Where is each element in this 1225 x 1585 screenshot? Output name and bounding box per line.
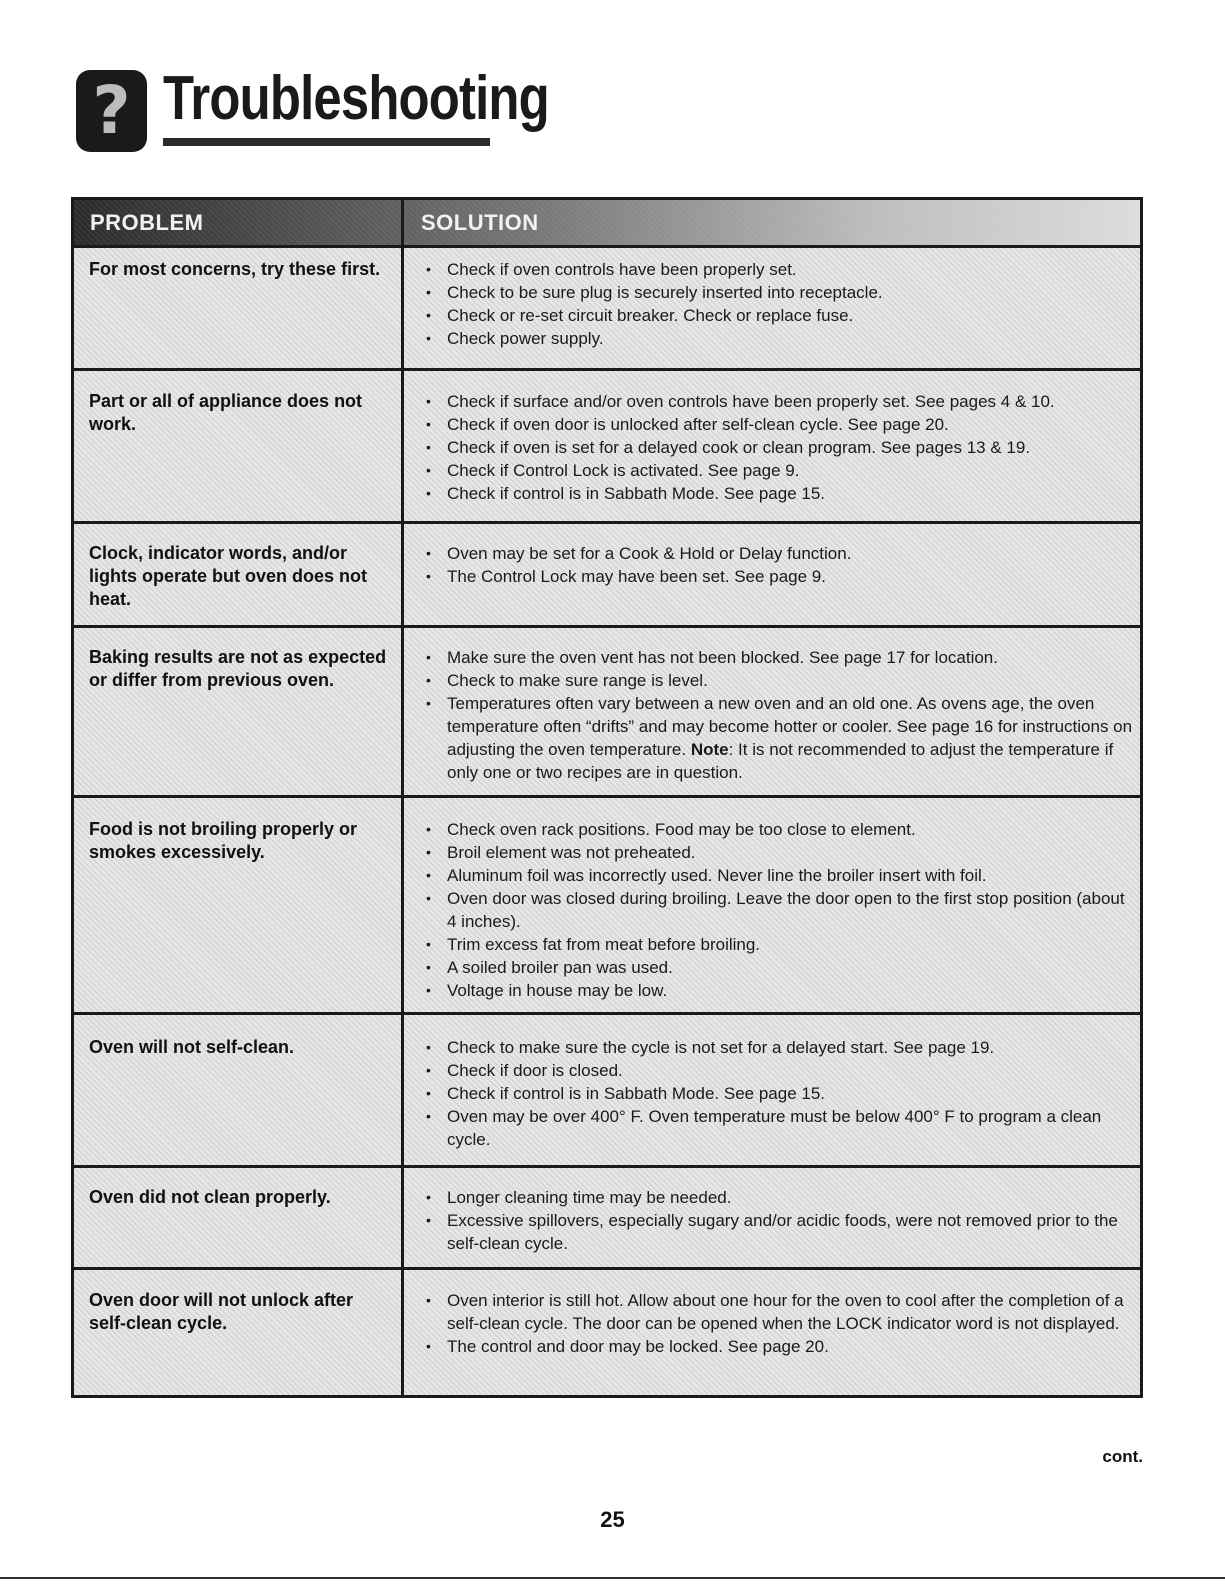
- table-row: [74, 627, 1140, 797]
- solution-list: [424, 1186, 1134, 1255]
- problem-text: Baking results are not as expected or differ from previous oven.: [89, 647, 387, 690]
- solution-item: • Check if surface and/or oven controls have been properly set. See pages 4 & 10.: [424, 390, 1134, 413]
- solution-item: • Check if Control Lock is activated. See page 9.: [424, 459, 1134, 482]
- solution-item: • Check to make sure the cycle is not set for a delayed start. See page 19.: [424, 1036, 1134, 1059]
- solution-item: • A soiled broiler pan was used.: [424, 956, 1134, 979]
- solution-item: • Oven door was closed during broiling. Leave the door open to the first stop position (about 4 inches).: [424, 887, 1134, 933]
- solution-item: • Check power supply.: [424, 327, 1134, 350]
- solution-item: • Trim excess fat from meat before broiling.: [424, 933, 1134, 956]
- table-row: [74, 370, 1140, 523]
- table-row: [74, 797, 1140, 1014]
- solution-item: • Oven interior is still hot. Allow about one hour for the oven to cool after the completion of a self-clean cycle. The door can be opened when the LOCK indicator word is not displayed.: [424, 1289, 1134, 1335]
- page-title: Troubleshooting: [163, 64, 549, 133]
- solution-item: • Voltage in house may be low.: [424, 979, 1134, 1002]
- solution-item: • Check to be sure plug is securely inserted into receptacle.: [424, 281, 1134, 304]
- row-divider: [74, 1012, 1140, 1015]
- question-icon: [76, 70, 147, 152]
- column-header-problem: PROBLEM: [90, 210, 204, 235]
- solution-item: • The control and door may be locked. See page 20.: [424, 1335, 1134, 1358]
- question-glyph: ?: [92, 72, 131, 149]
- table-header: [74, 200, 1140, 248]
- troubleshooting-table: [71, 197, 1143, 1398]
- solution-item: • Check or re-set circuit breaker. Check or replace fuse.: [424, 304, 1134, 327]
- solution-item: • Check if oven door is unlocked after self-clean cycle. See page 20.: [424, 413, 1134, 436]
- solution-item: • Check if door is closed.: [424, 1059, 1134, 1082]
- continued-label: cont.: [1102, 1447, 1143, 1466]
- solution-item: • Oven may be set for a Cook & Hold or Delay function.: [424, 542, 1134, 565]
- problem-text: Oven did not clean properly.: [89, 1187, 331, 1207]
- page-number: 25: [600, 1507, 625, 1532]
- solution-item: • Excessive spillovers, especially sugary and/or acidic foods, were not removed prior to the self-clean cycle.: [424, 1209, 1134, 1255]
- table-row: [74, 1167, 1140, 1269]
- solution-list: [424, 1036, 1134, 1151]
- title-wrap: [163, 64, 634, 146]
- problem-text: Oven door will not unlock after self-clean cycle.: [89, 1290, 354, 1333]
- row-divider: [74, 625, 1140, 628]
- solution-item: • Check oven rack positions. Food may be too close to element.: [424, 818, 1134, 841]
- solution-item: • Check if control is in Sabbath Mode. See page 15.: [424, 1082, 1134, 1105]
- solution-list: [424, 818, 1134, 1002]
- solution-item: • Check if control is in Sabbath Mode. See page 15.: [424, 482, 1134, 505]
- row-divider: [74, 1267, 1140, 1270]
- solution-list: [424, 258, 1134, 350]
- solution-list: [424, 390, 1134, 505]
- row-divider: [74, 521, 1140, 524]
- solution-item: • Check if oven is set for a delayed cook or clean program. See pages 13 & 19.: [424, 436, 1134, 459]
- solution-item: • Broil element was not preheated.: [424, 841, 1134, 864]
- row-divider: [74, 795, 1140, 798]
- table-row: [74, 1269, 1140, 1395]
- solution-item: • Check if oven controls have been properly set.: [424, 258, 1134, 281]
- solution-item: • Oven may be over 400° F. Oven temperature must be below 400° F to program a clean cycle.: [424, 1105, 1134, 1151]
- solution-list: [424, 1289, 1134, 1358]
- solution-item: • Aluminum foil was incorrectly used. Never line the broiler insert with foil.: [424, 864, 1134, 887]
- problem-text: Part or all of appliance does not work.: [89, 391, 363, 434]
- problem-text: Food is not broiling properly or smokes excessively.: [89, 819, 357, 862]
- solution-list: [424, 542, 1134, 588]
- table-row: [74, 523, 1140, 627]
- problem-text: For most concerns, try these first.: [89, 259, 381, 279]
- row-divider: [74, 1165, 1140, 1168]
- column-header-solution: SOLUTION: [421, 210, 539, 235]
- title-underline: [163, 138, 490, 146]
- problem-text: Clock, indicator words, and/or lights operate but oven does not heat.: [89, 543, 368, 609]
- table-row: [74, 248, 1140, 370]
- row-divider: [74, 368, 1140, 371]
- note-label: Note: [690, 740, 729, 759]
- solution-item: • Temperatures often vary between a new oven and an old one. As ovens age, the oven temperature often “drifts” and may become hotter or cooler. See page 16 for instructions on adjusting the oven temperature. Note: It is not recommended to adjust the temperature if only one or two recipes are in question.: [424, 692, 1134, 784]
- solution-item: • The Control Lock may have been set. See page 9.: [424, 565, 1134, 588]
- solution-list: [424, 646, 1134, 784]
- bottom-rule: [0, 1577, 1225, 1579]
- solution-item: • Longer cleaning time may be needed.: [424, 1186, 1134, 1209]
- table-row: [74, 1014, 1140, 1167]
- page-header: [76, 64, 634, 156]
- solution-item: • Check to make sure range is level.: [424, 669, 1134, 692]
- problem-text: Oven will not self-clean.: [89, 1037, 295, 1057]
- solution-item: • Make sure the oven vent has not been blocked. See page 17 for location.: [424, 646, 1134, 669]
